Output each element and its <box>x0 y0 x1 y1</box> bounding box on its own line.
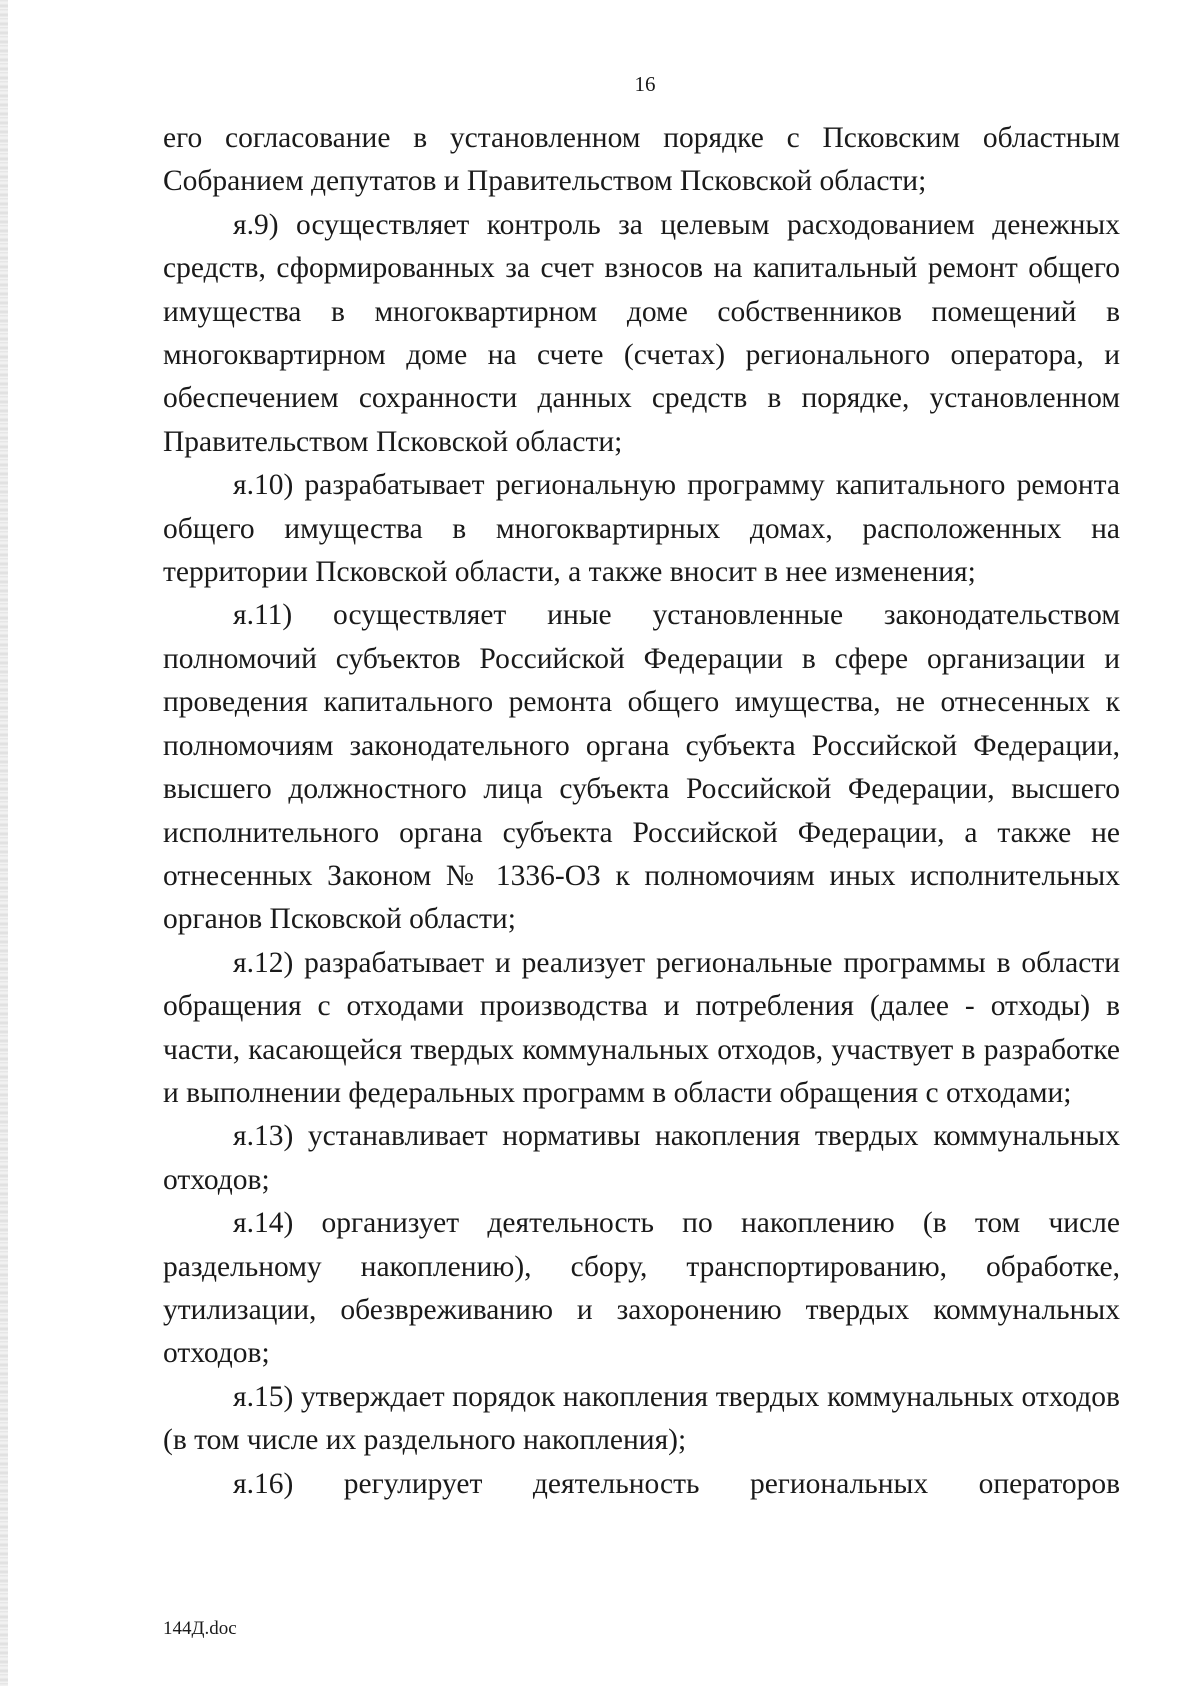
paragraph-continuation: его согласование в установленном порядке с Псковским областным Собранием депутатов и Правительством Псковской области; <box>163 122 1120 198</box>
paragraph-item-11: я.11) осуществляет иные установленные законодательством полномочий субъектов Российской Федерации в сфере организации и проведения капитального ремонта общего имущества, не отнесенных к полномочиям законодательного органа субъекта Российской Федерации, высшего должностного лица субъекта Российской Федерации, высшего исполнительного органа субъекта Российской Федерации, а также не отнесенных Законом № 1336-ОЗ к полномочиям иных исполнительных органов Псковской области; <box>163 599 1120 936</box>
paragraph-item-16: я.16) регулирует деятельность региональных операторов <box>233 1467 1120 1500</box>
paragraph-item-12: я.12) разрабатывает и реализует региональные программы в области обращения с отходами производства и потребления (далее - отходы) в части, касающейся твердых коммунальных отходов, участвует в разработке и выполнении федеральных программ в области обращения с отходами; <box>163 946 1120 1109</box>
paragraph-item-13: я.13) устанавливает нормативы накопления твердых коммунальных отходов; <box>163 1120 1120 1196</box>
paragraph-item-10: я.10) разрабатывает региональную программу капитального ремонта общего имущества в многоквартирных домах, расположенных на территории Псковской области, а также вносит в нее изменения; <box>163 469 1120 589</box>
paragraph-item-15: я.15) утверждает порядок накопления твердых коммунальных отходов (в том числе их раздельного накопления); <box>163 1380 1120 1457</box>
document-body <box>163 117 1120 1506</box>
document-filename-footer: 144Д.doc <box>163 1618 237 1639</box>
scan-edge <box>0 0 8 1686</box>
paragraph-item-14: я.14) организует деятельность по накоплению (в том числе раздельному накоплению), сбору, транспортированию, обработке, утилизации, обезвреживанию и захоронению твердых коммунальных отходов; <box>163 1207 1120 1370</box>
page-number: 16 <box>634 72 656 96</box>
paragraph-item-9: я.9) осуществляет контроль за целевым расходованием денежных средств, сформированных за счет взносов на капитальный ремонт общего имущества в многоквартирном доме собственников помещений в многоквартирном доме на счете (счетах) регионального оператора, и обеспечением сохранности данных средств в порядке, установленном Правительством Псковской области; <box>163 208 1120 458</box>
